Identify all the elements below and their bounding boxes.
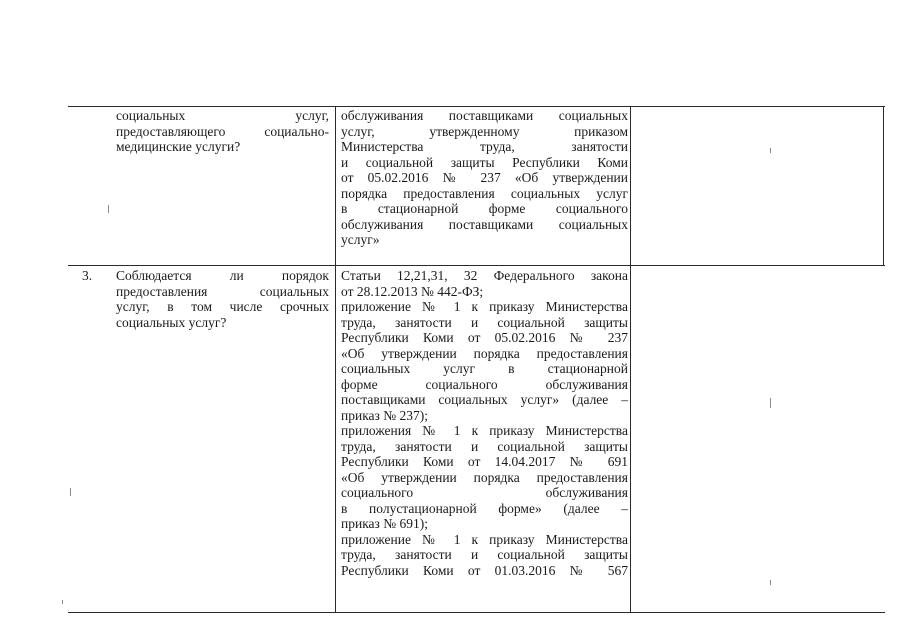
reference-line: Республики Коми от 01.03.2016 № 567 (341, 562, 628, 578)
reference-line: от 28.12.2013 № 442-ФЗ; (341, 283, 484, 299)
reference-line: приказ № 691); (341, 516, 429, 531)
reference-line: приложение № 1 к приказу Министерства (341, 531, 628, 547)
reference-line: услуг, утвержденному приказом (341, 123, 628, 139)
row-3-reference-cell (341, 268, 628, 578)
row-3-question-cell (116, 268, 329, 330)
question-line: Соблюдается ли порядок (116, 268, 329, 283)
reference-line: приложение № 1 к приказу Министерства (341, 299, 628, 314)
reference-line: порядка предоставления социальных услуг (341, 185, 628, 201)
reference-line: «Об утверждении порядка предоставления (341, 345, 628, 361)
reference-line: поставщиками социальных услуг» (далее – (341, 392, 628, 407)
reference-line: форме социального обслуживания (341, 376, 628, 392)
question-line: предоставляющего социально- (116, 123, 329, 139)
row-separator-rule (68, 265, 885, 266)
prev-row-question-cell (116, 108, 329, 155)
reference-line: приложения № 1 к приказу Министерства (341, 423, 628, 438)
prev-row-reference-cell (341, 108, 628, 248)
reference-line: труда, занятости и социальной защиты (341, 438, 628, 454)
table-top-rule (68, 106, 885, 107)
reference-line: «Об утверждении порядка предоставления (341, 469, 628, 485)
row-number: 3. (82, 268, 93, 283)
reference-line: социального обслуживания (341, 485, 628, 500)
reference-line: в стационарной форме социального (341, 201, 628, 216)
scan-speck (70, 488, 71, 496)
scan-speck (108, 205, 109, 213)
scan-speck (770, 580, 771, 585)
table-bottom-rule (68, 612, 885, 613)
scan-speck (770, 398, 771, 408)
reference-line: труда, занятости и социальной защиты (341, 314, 628, 330)
reference-line: обслуживания поставщиками социальных (341, 108, 628, 123)
question-line: предоставления социальных (116, 283, 329, 299)
column-divider-question-reference (335, 106, 336, 612)
scan-speck (62, 600, 63, 604)
reference-line: приказ № 237); (341, 407, 429, 423)
reference-line: и социальной защиты Республики Коми (341, 154, 628, 170)
scan-speck (770, 148, 771, 153)
reference-line: Республики Коми от 05.02.2016 № 237 (341, 330, 628, 345)
reference-line: Статьи 12,21,31, 32 Федерального закона (341, 268, 628, 283)
question-line: социальных услуг, (116, 108, 329, 123)
reference-line: социальных услуг в стационарной (341, 361, 628, 376)
reference-line: услуг» (341, 232, 380, 247)
question-line: медицинские услуги? (116, 139, 241, 154)
reference-line: в полустационарной форме» (далее – (341, 500, 628, 516)
reference-line: Республики Коми от 14.04.2017 № 691 (341, 454, 628, 469)
question-line: социальных услуг? (116, 314, 227, 330)
reference-line: труда, занятости и социальной защиты (341, 547, 628, 562)
question-line: услуг, в том числе срочных (116, 299, 329, 314)
reference-line: обслуживания поставщиками социальных (341, 216, 628, 232)
column-divider-right (883, 106, 884, 265)
column-divider-reference-answer (630, 106, 631, 612)
reference-line: от 05.02.2016 № 237 «Об утверждении (341, 170, 628, 185)
reference-line: Министерства труда, занятости (341, 139, 628, 154)
